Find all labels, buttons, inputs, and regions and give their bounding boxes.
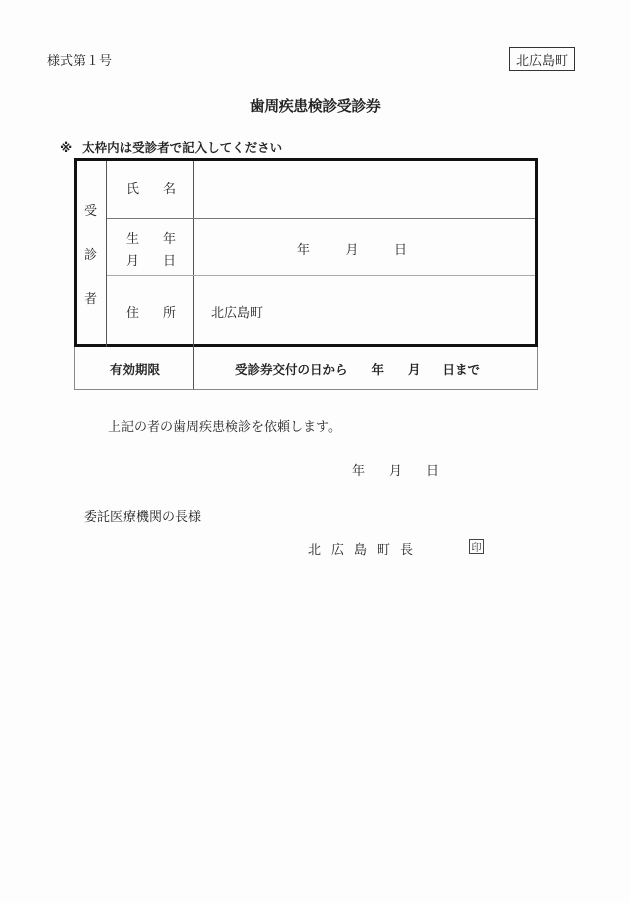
town-box: 北広島町 bbox=[509, 47, 575, 71]
page-title: 歯周疾患検診受診券 bbox=[249, 97, 381, 115]
divider bbox=[107, 218, 535, 219]
label-char: 名 bbox=[162, 182, 176, 197]
day-unit: 日 bbox=[393, 243, 407, 258]
request-text: 上記の者の歯周疾患検診を依頼します。 bbox=[108, 420, 341, 435]
day-until: 日まで bbox=[442, 362, 481, 377]
seal-icon: 印 bbox=[469, 539, 484, 554]
address-field[interactable]: 北広島町 bbox=[211, 306, 264, 321]
year-unit: 年 bbox=[297, 243, 311, 258]
validity-value bbox=[235, 360, 480, 378]
label-char: 住 bbox=[126, 306, 140, 321]
issue-date bbox=[352, 460, 463, 479]
year-unit: 年 bbox=[371, 362, 385, 377]
validity-label: 有効期限 bbox=[110, 362, 161, 377]
signer: 北広島町長 bbox=[308, 543, 424, 558]
group-label-char: 受 bbox=[83, 204, 97, 219]
divider bbox=[107, 275, 535, 276]
day-unit: 日 bbox=[426, 464, 440, 479]
birthdate-label-line2 bbox=[126, 250, 176, 269]
month-unit: 月 bbox=[408, 362, 421, 377]
year-unit: 年 bbox=[352, 464, 366, 479]
label-char: 年 bbox=[162, 232, 176, 247]
group-label-char: 者 bbox=[83, 292, 97, 307]
month-unit: 月 bbox=[389, 464, 403, 479]
note-text: 太枠内は受診者で記入してください bbox=[82, 140, 283, 155]
label-char: 生 bbox=[126, 232, 140, 247]
label-char: 氏 bbox=[126, 182, 140, 197]
addressee: 委託医療機関の長様 bbox=[84, 510, 202, 525]
note-mark: ※ bbox=[60, 140, 73, 155]
birthdate-label-line1 bbox=[126, 228, 176, 247]
group-label-char: 診 bbox=[83, 248, 97, 263]
address-label bbox=[126, 302, 176, 321]
name-label bbox=[126, 178, 176, 197]
label-char: 月 bbox=[126, 254, 140, 269]
label-char: 所 bbox=[162, 306, 176, 321]
birthdate-field[interactable] bbox=[297, 239, 407, 258]
validity-prefix: 受診券交付の日から bbox=[235, 362, 348, 377]
name-field[interactable] bbox=[194, 161, 534, 218]
label-char: 日 bbox=[162, 254, 176, 269]
month-unit: 月 bbox=[345, 243, 359, 258]
instruction-note bbox=[60, 138, 282, 156]
form-number: 様式第１号 bbox=[47, 54, 113, 69]
